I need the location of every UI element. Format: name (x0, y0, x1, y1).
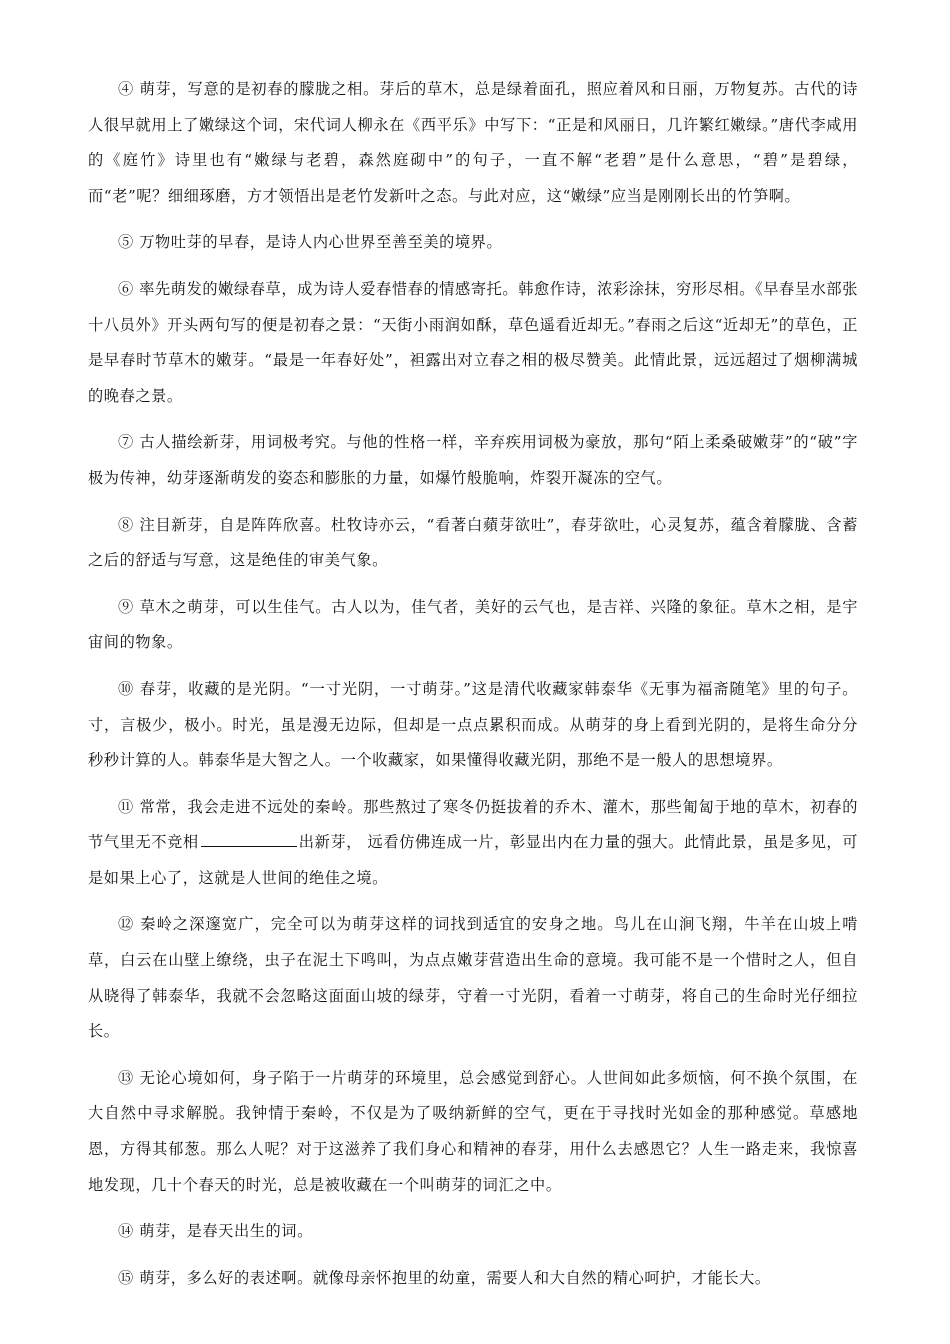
article-body (88, 72, 858, 1307)
paragraph-14: ⑭ 萌芽，是春天出生的词。 (118, 1222, 313, 1241)
paragraph-4: ④ 萌芽，写意的是初春的朦胧之相。芽后的草木，总是绿着面孔，照应着风和日丽，万物复苏。古代的诗人很早就用上了嫩绿这个词，宋代词人柳永在《西平乐》中写下：“正是和风丽日，几许繁红嫩绿。”唐代李咸用的《庭竹》诗里也有“嫩绿与老碧，森然庭砌中”的句子，一直不解“老碧”是什么意思，“碧”是碧绿，而“老”呢？细细琢磨，方才领悟出是老竹发新叶之态。与此对应，这“嫩绿”应当是刚刚长出的竹笋啊。 (88, 80, 858, 205)
paragraph-10: ⑩ 春芽，收藏的是光阴。“一寸光阴，一寸萌芽。”这是清代收藏家韩泰华《无事为福斋随笔》里的句子。寸，言极少，极小。时光，虽是漫无边际，但却是一点点累积而成。从萌芽的身上看到光阴的，是将生命分分秒秒计算的人。韩泰华是大智之人。一个收藏家，如果懂得收藏光阴，那绝不是一般人的思想境界。 (88, 679, 858, 770)
paragraph-6: ⑥ 率先萌发的嫩绿春草，成为诗人爱春惜春的情感寄托。韩愈作诗，浓彩涂抹，穷形尽相。《早春呈水部张十八员外》开头两句写的便是初春之景：“天街小雨润如酥，草色遥看近却无。”春雨之后这“近却无”的草色，正是早春时节草木的嫩芽。“最是一年春好处”，袒露出对立春之相的极尽赞美。此情此景，远远超过了烟柳满城的晚春之景。 (88, 279, 858, 405)
paragraph-11-before-blank: ⑪ 常常，我会走进不远处的秦岭。那些熬过了寒冬仍挺拔着的乔木、灌木，那些匍匐于地的草木，初春的节气里无不竞相 (88, 797, 858, 852)
paragraph-11-after-blank: 出新芽， 远看仿佛连成一片，彰显出内在力量的强大。此情此景，虽是多见，可是如果上心了，这就是人世间的绝佳之境。 (88, 833, 858, 887)
paragraph-9: ⑨ 草木之萌芽，可以生佳气。古人以为，佳气者，美好的云气也，是吉祥、兴隆的象征。草木之相，是宇宙间的物象。 (88, 597, 858, 652)
fill-in-blank (201, 830, 297, 847)
paragraph-7: ⑦ 古人描绘新芽，用词极考究。与他的性格一样，辛弃疾用词极为豪放，那句“陌上柔桑破嫩芽”的“破”字极为传神，幼芽逐渐萌发的姿态和膨胀的力量，如爆竹般脆响，炸裂开凝冻的空气。 (88, 433, 858, 487)
paragraph-11 (88, 790, 858, 897)
paragraph-5: ⑤ 万物吐芽的早春，是诗人内心世界至善至美的境界。 (118, 233, 503, 252)
paragraph-8: ⑧ 注目新芽，自是阵阵欣喜。杜牧诗亦云，“看著白蘋芽欲吐”，春芽欲吐，心灵复苏，蕴含着朦胧、含蓄之后的舒适与写意，这是绝佳的审美气象。 (88, 515, 858, 570)
paragraph-15: ⑮ 萌芽，多么好的表述啊。就像母亲怀抱里的幼童，需要人和大自然的精心呵护，才能长大。 (118, 1268, 771, 1287)
paragraph-13: ⑬ 无论心境如何，身子陷于一片萌芽的环境里，总会感觉到舒心。人世间如此多烦恼，何不换个氛围，在大自然中寻求解脱。我钟情于秦岭，不仅是为了吸纳新鲜的空气，更在于寻找时光如金的那种感觉。草感地恩，方得其郁葱。那么人呢？对于这滋养了我们身心和精神的春芽，用什么去感恩它？人生一路走来，我惊喜地发现，几十个春天的时光，总是被收藏在一个叫萌芽的词汇之中。 (88, 1068, 858, 1194)
paragraph-12: ⑫ 秦岭之深邃宽广，完全可以为萌芽这样的词找到适宜的安身之地。鸟儿在山涧飞翔，牛羊在山坡上啃草，白云在山壁上缭绕，虫子在泥土下鸣叫，为点点嫩芽营造出生命的意境。我可能不是一个惜时之人，但自从晓得了韩泰华，我就不会忽略这面面山坡的绿芽，守着一寸光阴，看着一寸萌芽，将自己的生命时光仔细拉长。 (88, 915, 858, 1041)
